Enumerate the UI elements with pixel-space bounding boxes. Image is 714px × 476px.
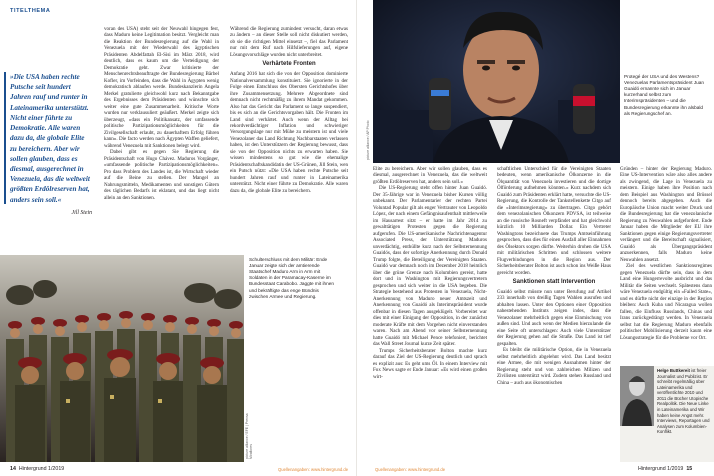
soldiers-photo-credit: picture alliance / EFE | Prensa Miraflores: [245, 413, 253, 459]
pull-quote-text: »Die USA haben rechte Putsche seit hundert Jahren rauf und runter in Lateinamerika unterstützt. Nicht einer führte zu Demokratie. Alle waren dazu da, die globale Elite zu bereichern. Aber wir sollen glauben, dass es diesmal, ausgerechnet in Venezuela, das die weltweit größten Erdölreserven hat, anders sein soll.«: [10, 73, 90, 204]
guaido-photo-illustration: [373, 0, 620, 163]
guaido-photo-credit: picture alliance / AP Photo: [366, 120, 370, 160]
pull-quote-bar: [4, 72, 6, 204]
paragraph: Ziel des westlichen Sanktionsregimes gegen Venezuela dürfte sein, dass in dem Land eine Hungerrevolte ausbricht und das Militär die Seiten wechselt. Spätestens dann wäre Venezuela endgültig ein »Failed State«, und es dürfte nicht der einzige in der Region bleiben: Auch Kuba und Nicaragua wollen fallen, die Einfluss Russlands, Chinas und Irans zurückgedrängt werden. In Venezuela selbst hat die Regierung Maduro ebenfalls politischer Mobilisierung derzeit kaum eine Lösungsstrategie für die Probleme vor Ort.: [620, 263, 712, 341]
section-heading: Sanktionen statt Intervention: [512, 279, 596, 286]
guaido-caption: Protegé der USA und des Westens? Venezuelas Parlamentspräsident Juan Guaidó ernannte sich im Januar kurzerhand selbst zum Interimspräsidenten – und die Bundesregierung erkannte ihn alsbald als Regierungschef an.: [624, 74, 704, 116]
paragraph: Die US-Regierung steht offen hinter Juan Guaidó. Der 35-Jährige war in Venezuela bisher Kursen völlig unbekannt. Der Parlamentarier der rechten Partei Voluntad Popular gilt als enger Vertrauter von Leopoldo López, der nach einem Gefängnisaufenthalt mittlerweile im Hausarrest sitzt – er hatte im Jahr 2014 zu gewalttätigen Protesten gegen die Regierung aufgerufen. Die US-amerikanische Nachrichtenagentur Associated Press, der Unterstützung Maduros unverdächtig, enthüllte kurz nach der Selbsternennung Guaidós, dass der sofortige Anerkennung durch Donald Trump folgte, die Beteiligung der Vereinigten Staaten. Guaidó war demnach noch im Dezember 2018 heimlich über die grüne Grenze nach Kolumbien gereist, hatte dort und in Washington mit Regierungsvertretern gesprochen und sich weiter in die USA begeben. Die Strategie bestehend aus Protesten in Venezuela, Nicht-Anerkennung von Maduro neuer Amtszeit und Anerkennung von Guaidó als Interimspräsident wurde offenbar in diesen Tagen ausgeklügelt. Vorbereitet war dies mit einer Einigung der Opposition, in der zunächst moderate Kräfte mit dem Vorgehen nicht einverstanden waren. Nach am Abend vor seiner Selbsternennung hatte Guaidó mit Michael Pence telefoniert, berichtet das Wall Street Journal kurze Zeit später.: [373, 185, 487, 348]
pull-quote: [10, 72, 92, 205]
paragraph: Es bleibt die militärische Option, die in Venezuela selbst mehrheitlich abgelehnt wird. Das Land besitzt eine Armee, die mit wenigen Ausnahmen hinter der Regierung steht und von zahlreichen Milizen und Zivilisten unterstützt wird. Zudem stehen Russland und China – auch aus ökonomischen: [497, 347, 611, 386]
paragraph: Dabei gibt es gegen Sie Regierung die Präsidentschaft von Hugo Chávez. Maduros Vorgänger, »umfassende politische Partizipationsmöglichkeiten«. Pro dass Problem des Landes ist, die Wirtschaft wieder auf die Beine zu stellen. Der Mangel an Nahrungsmitteln, Medikamenten und sonstigen Gütern des täglichen Bedarfs ist eklatant, und das liegt nicht allein an den Sanktionen.: [104, 149, 219, 201]
paragraph: Trumps Sicherheitsberater Bolton machte kurz darauf das Ziel der US-Regierung deutlich und sprach es explizit aus: Es geht ums Öl. In einem Interview mit Fox News sagte er Ende Januar: »Es wird einen großen wirt-: [373, 347, 487, 380]
right-column-2: [497, 166, 611, 462]
soldiers-photo: [0, 255, 244, 462]
author-name: Helge Buttkereit: [657, 368, 690, 373]
paragraph: schaftlichen Unterschied für die Vereinigten Staaten bedeuten, wenn amerikanische Ölkonzerne in die Ölquantität von Venezuela investieren und die dortige Ölförderung aufnehmen könnten.« Kurz nachdem sich Guaidó zum Präsidenten erklärt hatte, versuchte die US-Regierung, die Kontrolle der Tankstellenkette Citgo auf die »Interimsregierung« zu übertragen. Citgo gehört dem venezolanischen Ölkonzern PDVSA, ist teilweise an die russische Rosneft verpfändet und hat gleichwohl kürzlich 10 Milliarden Dollar. Ein Vertreter Washingtons bezeichnete das Trumps Amtseinführung gesprochen, dass dies für einen Ausfall aller Einnahmen des Ölsektors sorgen dürfte. Weiterhin drohen die USA mit militärischen Schritten und schlossen weitere Flugverbindungen in die Region aus. Der Sicherheitsberater Bolton ist auch schon ins Weiße Haus gereicht worden.: [497, 166, 611, 276]
left-footer-url: Quellenangaben: www.hintergrund.de: [278, 467, 349, 472]
right-footer-url: Quellenangaben: www.hintergrund.de: [375, 467, 446, 472]
left-column-1: [104, 26, 219, 252]
soldiers-caption: Schulterschluss mit dem Militär: Ende Januar zeigte sich der amtierende Staatschef Maduro Arm in Arm mit Soldaten in der Paramacay-Kaserne im Bundesstaat Carabobo. Jaggte mit ihnen und bekräftigte das enge Bündnis zwischen Armee und Regierung.: [249, 257, 334, 299]
author-bio: [657, 368, 712, 435]
left-page-number: 14: [10, 466, 16, 472]
paragraph: Anfang 2016 hat sich die von der Opposition dominierte Nationalversammlung konstituiert. Sie ignorierte in der Folge einen Entschluss des Obersten Gerichtshofes über ihre Zusammensetzung. Mehrere Abgeordnete sind demnach nicht rechtmäßig zu ihrem Mandat gekommen. Also hat das Gericht das Parlament so lange suspendiert, bis es sich an die Gerichtsvorgaben hält. Die Fronten im Land sind verhärtet. Auch wenn der Alltag bei rekordverdächtiger Inflation und schwieriger Versorgungslage nur mit Mühe zu meistern ist und viele Venezolaner das Land Richtung Nachbarstaaten verlassen haben, ist den Unterstützern der Regierung bewusst, dass sie von der Opposition nichts zu erwarten haben. Sie wissen mindestens so gut wie die ehemalige Präsidentschaftskandidatin der US-Grünen, Jill Stein, wen ein Putsch nützt: »Die USA haben rechte Putsche seit hundert Jahren rauf und runter in Lateinamerika unterstützt. Nicht einer führte zu Demokratie. Alle waren dazu da, die globale Elite zu bereichern.: [230, 71, 348, 194]
author-box: [620, 366, 714, 462]
right-column-1: [373, 166, 487, 462]
author-photo: [620, 366, 654, 426]
author-portrait: [620, 366, 654, 426]
paragraph: Elite zu bereichern. Aber wir sollen glauben, dass es diesmal, ausgerechnet in Venezuela, das die weltweit größten Erdölreserven hat, anders sein soll.«: [373, 166, 487, 185]
left-magazine-name: Hintergrund 1/2019: [18, 466, 65, 472]
right-magazine-name: Hintergrund 1/2019: [638, 466, 684, 472]
left-footer: [10, 466, 64, 472]
author-description: ist freier Journalist und Publizist. Er schreibt regelmäßig über Lateinamerika und veröffentlichte 2010 und 2011 die Bücher Utopische Realpolitik. Die Neue Linke in Lateinamerika und Wir haben keine Angst mehr. Interviews, Reportagen und Analysen zum Kolumbien-Konflikt.: [657, 368, 710, 435]
guaido-photo: [373, 0, 620, 163]
paragraph: Guaidó selbst müsste nun unter Berufung auf Artikel 233 innerhalb von dreißig Tagen Wahlen ausrufen und abhalten lassen. Unter den Optionen einer Opposition nahestehenden Instituts zeigen indes, dass die Venezolaner mehrheitlich gegen eine Einmischung von außen sind. Und auch wenn der Medien hierzulande die eine Seite oft unterschlagen: Auch viele Unterstützer der Regierung gehen auf die Straße. Das Land ist tief gespalten.: [497, 288, 611, 347]
section-tag: TITELTHEMA: [10, 8, 51, 14]
paragraph: Während die Regierung zumindest versucht, daran etwas zu ändern – an dieser Stelle soll nicht diskutiert werden, ob sie die richtigen Mittel einsetzt –, fiel das Parlament nur mit dem Ruf nach Hilfslieferungen auf, eigene Lösungsvorschläge wurden nicht unterbreitet.: [230, 26, 348, 58]
right-footer: [638, 466, 692, 472]
quote-author: Jill Stein: [71, 210, 92, 216]
right-column-3: [620, 166, 712, 362]
left-column-2: [230, 26, 348, 250]
right-page-number: 15: [686, 466, 693, 472]
paragraph: voran des USA) steht seit der Neuwahl hingegen fest, dass Maduro keine Legitimation besitzt. Vergleicht man die Reaktion der Bundesregierung auf die Wahl in Venezuela mit der Wiederwahl des ägyptischen Präsidenten Abdelfattah El-Sisi im März 2018, wird deutlich, dass es kaum um die Verteidigung der Demokratie geht. Zwar kritisierte der Menschenrechtsbeauftragte der Bundesregierung Bärbel Kofler, im Vorfeinden, dass die Wahl in Ägypten wenig demokratisch ablaufen werde. Bundeskanzlerin Angela Merkel gratulierte gleichwohl kurz nach Bekanntgabe des Ergebnisses dem Präsidenten und wünschte sich weiter eine gute Zusammenarbeit. Kritische Worte wurden nur verklausuliert geäußert. Merkel zeigte sich überzeugt, »dass ein Politikansatz, der umfassende politische Partizipationsmöglichkeiten für die Zivilgesellschaft erlaubt, zu dauerhaftem Erfolg führen kann«. Die facto werden nach Ägypten Waffen geliefert, während Venezuela mit Sanktionen belegt wird.: [104, 26, 219, 149]
section-heading: Verhärtete Fronten: [262, 61, 316, 68]
soldiers-photo-illustration: [0, 255, 244, 462]
paragraph: Gründen – hinter der Regierung Maduro. Eine US-Intervention wäre also alles andere als zwingend, die Lage in Venezuela zu meistern. Einige haben ihre Position nach dem Beispiel aus Washington und Brüssel dennoch bereits abgegeben. Auch die Europäische Union macht weiter Druck und die Bundesregierung hat die venezolanische Regierung zu Neuwahlen aufgefordert. Ende Januar haben die Mitglieder der EU ihre Sanktionen gegen einige Regierungsvertreter verlängert und die Bereitschaft signalisiert, Guaidó als Übergangspräsident anzuerkennen, falls Maduro keine Neuwahlen ansetzt.: [620, 166, 712, 263]
